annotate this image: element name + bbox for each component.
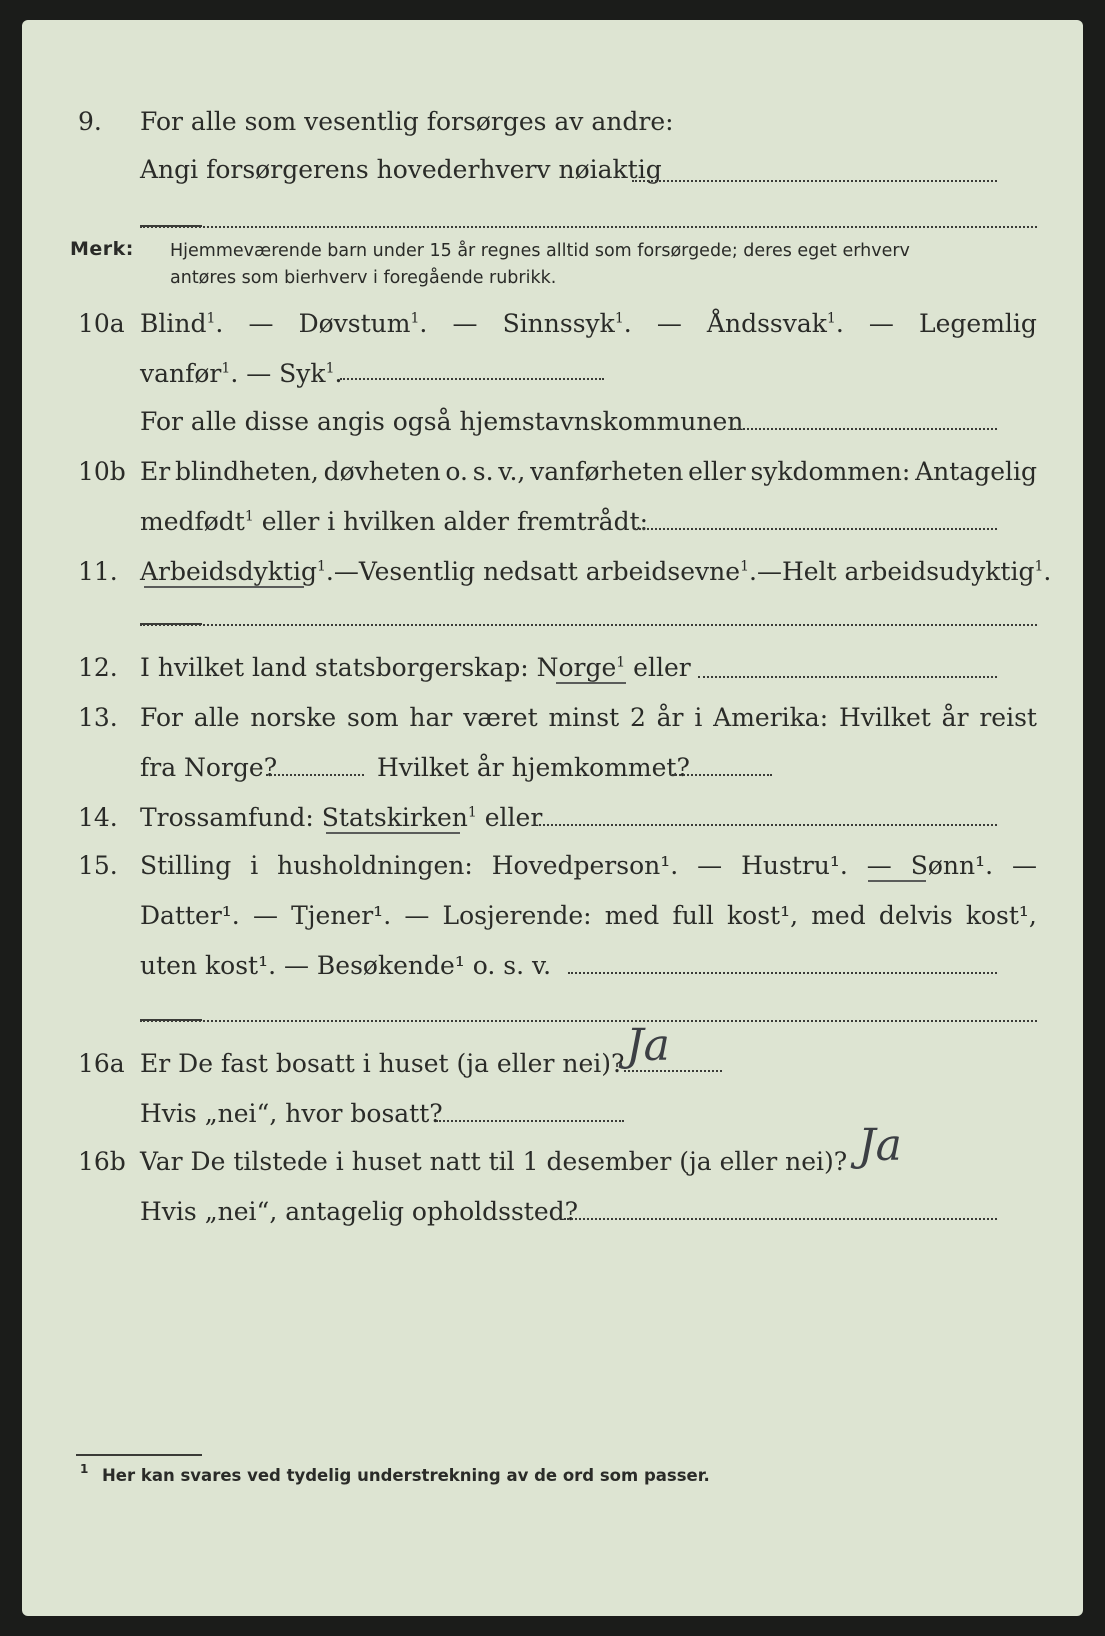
q9-number: 9. — [78, 107, 102, 136]
q10a-option-syk[interactable]: Syk$^1$. — [279, 359, 343, 388]
q11-option-udyktig[interactable]: Helt arbeidsudyktig$^1$. — [781, 557, 1052, 586]
q10b-option-medfodt[interactable]: medfødt$^1$ — [140, 507, 254, 536]
q16b-number: 16b — [78, 1147, 126, 1176]
q16a-handwritten-answer: Ja — [626, 1020, 670, 1071]
q16a-question: Er De fast bosatt i huset (ja eller nei)? — [140, 1049, 625, 1078]
q12-row: 12. I hvilket land statsborgerskap: Norge$^1$ eller — [22, 648, 1083, 688]
q16a-number: 16a — [78, 1049, 125, 1078]
q9-row-2 — [22, 150, 1083, 190]
q11-options: Arbeidsdyktig$^1$. — Vesentlig nedsatt arbeidsevne$^1$. — Helt arbeidsudyktig$^1$. — [140, 552, 1037, 592]
q10a-row-3 — [22, 402, 1083, 442]
q16b-answer-line[interactable] — [564, 1218, 997, 1220]
footnote-divider — [76, 1454, 202, 1456]
footnote-text: Her kan svares ved tydelig understrekning av de ord som passer. — [102, 1466, 710, 1485]
q11-option-nedsatt[interactable]: Vesentlig nedsatt arbeidsevne$^1$. — [358, 557, 757, 586]
merk-line-2: antøres som bierhverv i foregående rubrikk. — [170, 268, 557, 288]
q9-answer-line[interactable] — [632, 180, 997, 182]
q10a-dash-2: — — [452, 309, 478, 338]
q10a-row-2 — [22, 354, 1083, 394]
q11-answer-line[interactable] — [140, 624, 1037, 626]
q15-option-hustru[interactable]: Hustru¹. — [741, 851, 848, 880]
q10a-option-dovstum[interactable]: Døvstum$^1$. — [298, 309, 428, 338]
q16b-question: Var De tilstede i huset natt til 1 desember (ja eller nei)? — [140, 1147, 848, 1176]
q16a-row — [22, 1044, 1083, 1084]
q15-answer-line[interactable] — [568, 972, 997, 974]
q10a-dash-3: — — [656, 309, 682, 338]
q13-hjemkommet-line[interactable] — [672, 774, 772, 776]
q16a-subquestion: Hvis „nei“, hvor bosatt? — [140, 1099, 443, 1128]
q10b-alder-line[interactable] — [634, 528, 997, 530]
q12-handwritten-underline — [556, 682, 626, 684]
merk-note — [170, 238, 1038, 292]
q10b-number: 10b — [78, 457, 126, 486]
q10a-options — [140, 304, 1037, 344]
q13-question: For alle norske som har været minst 2 år i Amerika: Hvilket år reist — [140, 703, 1037, 732]
q15-option-sonn[interactable]: Sønn¹. — [910, 851, 994, 880]
q15-row-2 — [22, 896, 1083, 936]
q15-line-3: uten kost¹. — Besøkende¹ o. s. v. — [140, 951, 552, 980]
q10b-row — [22, 452, 1083, 492]
q10a-dash-4: — — [868, 309, 894, 338]
q12-question: I hvilket land statsborgerskap: — [140, 653, 529, 682]
q15-answer-line-2[interactable] — [140, 1020, 1037, 1022]
q13-reist-line[interactable] — [266, 774, 364, 776]
q15-row-3 — [22, 946, 1083, 986]
census-form-page — [22, 20, 1083, 1616]
q14-answer-line[interactable] — [534, 824, 997, 826]
q16b-subquestion: Hvis „nei“, antagelig opholdssted? — [140, 1197, 579, 1226]
q10a-syk-line[interactable] — [340, 378, 604, 380]
q10a-option-andssvak[interactable]: Åndssvak$^1$. — [706, 309, 844, 338]
q9-answer-line-2[interactable] — [140, 226, 1037, 228]
q9-subquestion: Angi forsørgerens hovederhverv nøiaktig — [140, 155, 662, 184]
q10a-row — [22, 304, 1083, 344]
q12-number: 12. — [78, 653, 118, 682]
q13-row-2 — [22, 748, 1083, 788]
merk-line-1: Hjemmeværende barn under 15 år regnes alltid som forsørgede; deres eget erhverv — [170, 241, 910, 261]
q13-reist-label: fra Norge? — [140, 753, 278, 782]
q15-handwritten-underline — [868, 880, 926, 882]
q11-number: 11. — [78, 557, 118, 586]
q15-option-full-kost[interactable]: kost¹, — [727, 901, 799, 930]
q10b-option-antagelig[interactable]: Antagelig — [915, 457, 1037, 486]
q16a-bosatt-line[interactable] — [436, 1120, 624, 1122]
q10b-alder-question: eller i hvilken alder fremtrådt: — [261, 507, 649, 536]
q14-question: Trossamfund: — [140, 803, 314, 832]
q13-row — [22, 698, 1083, 738]
q16b-handwritten-answer: Ja — [858, 1120, 902, 1171]
q10a-option-sinnssyk[interactable]: Sinnssyk$^1$. — [502, 309, 632, 338]
q10a-hjemstavn-line[interactable] — [734, 428, 997, 430]
q10a-option-vanfor[interactable]: vanfør$^1$. — [140, 359, 239, 388]
q10b-question: Er blindheten, døvheten o. s. v., vanførheten eller sykdommen: Antagelig — [140, 452, 1037, 492]
q15-number: 15. — [78, 851, 118, 880]
q9-row — [22, 102, 1083, 142]
q10a-option-blind[interactable]: Blind$^1$. — [140, 309, 224, 338]
q11-option-arbeidsdyktig[interactable]: Arbeidsdyktig$^1$. — [140, 557, 334, 586]
q15-option-delvis-kost[interactable]: kost¹, — [965, 901, 1037, 930]
q15-option-tjener[interactable]: Tjener¹. — [291, 901, 392, 930]
q16a-row-2 — [22, 1094, 1083, 1134]
q10a-number: 10a — [78, 309, 125, 338]
q13-hjemkommet-label: Hvilket år hjemkommet? — [377, 753, 690, 782]
q12-answer-line[interactable] — [698, 676, 997, 678]
q10a-line-2: vanfør$^1$. — Syk$^1$. — [140, 359, 343, 388]
q16b-row — [22, 1142, 1083, 1182]
footnote-mark: 1 — [80, 1462, 89, 1476]
q10a-hjemstavn-question: For alle disse angis også hjemstavnskommunen — [140, 407, 744, 436]
merk-label: Merk: — [70, 238, 134, 260]
q10a-option-legemlig[interactable]: Legemlig — [919, 309, 1037, 338]
q14-row: 14. Trossamfund: Statskirken$^1$ eller — [22, 798, 1083, 838]
q10a-dash-1: — — [248, 309, 274, 338]
q15-option-datter[interactable]: Datter¹. — [140, 901, 240, 930]
footnote — [80, 1462, 710, 1485]
q9-question: For alle som vesentlig forsørges av andre: — [140, 107, 674, 136]
q12-option-norge[interactable]: Norge$^1$ — [536, 653, 626, 682]
q14-handwritten-underline — [326, 832, 460, 834]
q11-handwritten-underline — [144, 586, 304, 588]
q15-option-hovedperson[interactable]: Hovedperson¹. — [491, 851, 679, 880]
q13-number: 13. — [78, 703, 118, 732]
q16b-row-2 — [22, 1192, 1083, 1232]
q14-option-statskirken[interactable]: Statskirken$^1$ — [321, 803, 477, 832]
q14-number: 14. — [78, 803, 118, 832]
q15-options-2: Datter¹. — Tjener¹. — Losjerende: med full kost¹, med delvis kost¹, — [140, 896, 1037, 936]
q15-options-1: Stilling i husholdningen: Hovedperson¹. — Hustru¹. — Sønn¹. — — [140, 846, 1037, 886]
q10b-row-2 — [22, 502, 1083, 542]
